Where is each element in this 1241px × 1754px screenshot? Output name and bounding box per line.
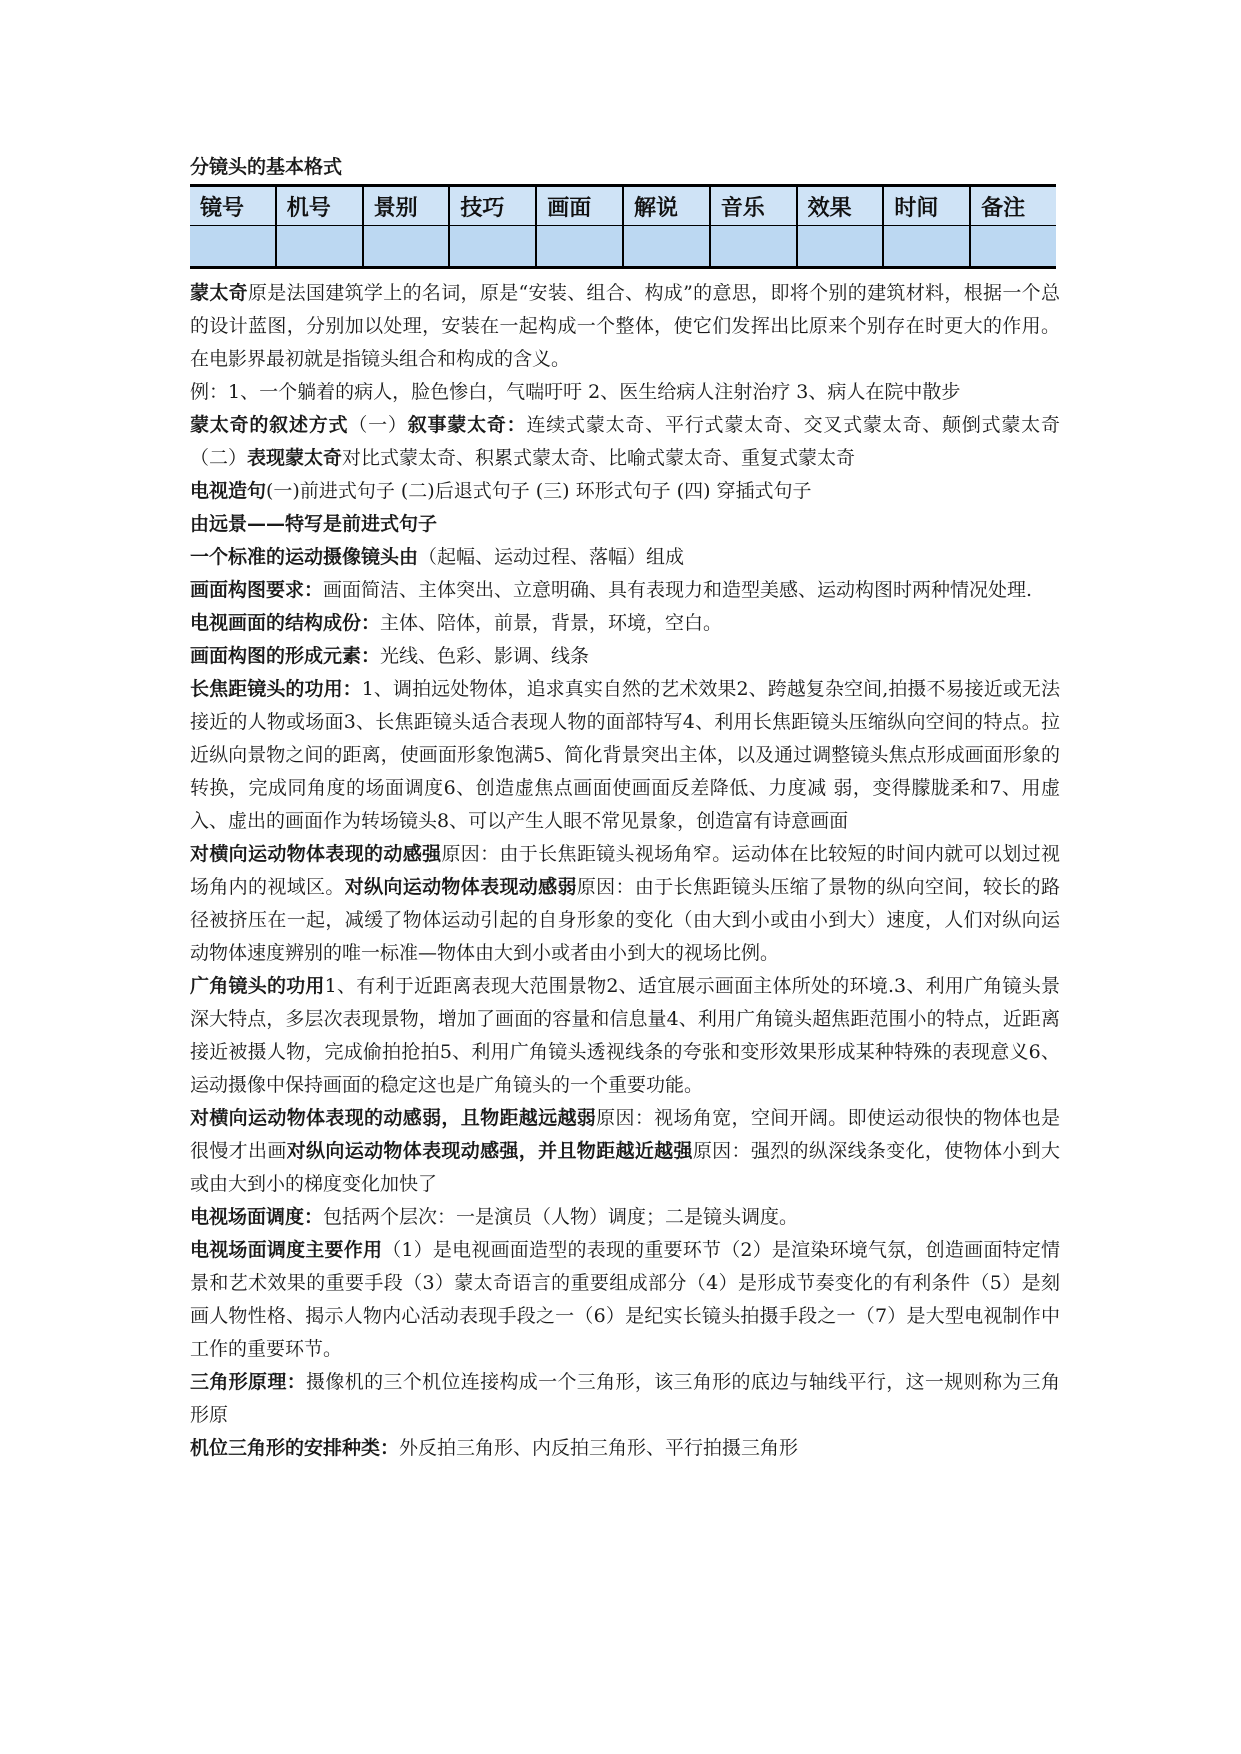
empty-cell xyxy=(970,226,1056,268)
header-cell: 画面 xyxy=(536,186,623,226)
empty-cell xyxy=(883,226,970,268)
bold-term: 一个标准的运动摄像镜头由 xyxy=(190,546,419,568)
body-text: 画面简洁、主体突出、立意明确、具有表现力和造型美感、运动构图时两种情况处理. xyxy=(323,579,1033,601)
header-cell: 镜号 xyxy=(190,186,276,226)
body-text: 原因：强烈的纵深线条变化，使物体小到大或由大到小的梯度变化加快了 xyxy=(190,1140,1060,1195)
paragraph xyxy=(190,376,1060,409)
paragraph xyxy=(190,277,1060,376)
empty-cell xyxy=(449,226,536,268)
bold-term: 电视场面调度主要作用 xyxy=(190,1239,383,1261)
header-cell: 音乐 xyxy=(710,186,797,226)
paragraph xyxy=(190,508,1060,541)
body-text: 主体、陪体，前景，背景，环境，空白。 xyxy=(380,612,723,634)
paragraph xyxy=(190,1234,1060,1366)
paragraph xyxy=(190,541,1060,574)
header-cell: 景别 xyxy=(363,186,450,226)
paragraph xyxy=(190,1201,1060,1234)
document-page xyxy=(190,150,1060,1465)
paragraph xyxy=(190,838,1060,970)
bold-term: 三角形原理： xyxy=(190,1371,307,1393)
body-text: 对比式蒙太奇、积累式蒙太奇、比喻式蒙太奇、重复式蒙太奇 xyxy=(342,447,856,469)
document-title: 分镜头的基本格式 xyxy=(190,156,343,178)
bold-term: 对纵向运动物体表现动感强，并且物距越近越强 xyxy=(286,1140,693,1162)
empty-cell xyxy=(276,226,363,268)
body-text: （1）是电视画面造型的表现的重要环节（2）是渲染环境气氛，创造画面特定情景和艺术效果的重要手段（3）蒙太奇语言的重要组成部分（4）是形成节奏变化的有利条件（5）是刻画人物性格、揭示人物内心活动表现手段之一（6）是纪实长镜头拍摄手段之一（7）是大型电视制作中工作的重要环节。 xyxy=(190,1239,1060,1360)
paragraph xyxy=(190,409,1060,475)
body-text: 1、有利于近距离表现大范围景物2、适宜展示画面主体所处的环境.3、利用广角镜头景深大特点，多层次表现景物，增加了画面的容量和信息量4、利用广角镜头超焦距范围小的特点，近距离接近被摄人物，完成偷拍抢拍5、利用广角镜头透视线条的夸张和变形效果形成某种特殊的表现意义6、运动摄像中保持画面的稳定这也是广角镜头的一个重要功能。 xyxy=(190,975,1060,1096)
paragraph xyxy=(190,1366,1060,1432)
bold-term: 对纵向运动物体表现动感弱 xyxy=(344,876,577,898)
body-text: 光线、色彩、影调、线条 xyxy=(380,645,590,667)
paragraph xyxy=(190,475,1060,508)
body-text: （一） xyxy=(348,414,408,436)
body-text: 摄像机的三个机位连接构成一个三角形，该三角形的底边与轴线平行，这一规则称为三角形原 xyxy=(190,1371,1060,1426)
table-empty-row xyxy=(190,226,1056,268)
empty-cell xyxy=(710,226,797,268)
bold-term: 蒙太奇的叙述方式 xyxy=(190,414,349,436)
paragraph xyxy=(190,673,1060,838)
header-cell: 效果 xyxy=(797,186,884,226)
empty-cell xyxy=(363,226,450,268)
paragraph xyxy=(190,1102,1060,1201)
bold-term: 长焦距镜头的功用： xyxy=(190,678,362,700)
paragraph xyxy=(190,970,1060,1102)
paragraph xyxy=(190,607,1060,640)
bold-term: 对横向运动物体表现的动感弱，且物距越远越弱 xyxy=(190,1107,597,1129)
header-cell: 备注 xyxy=(970,186,1056,226)
bold-term: 蒙太奇 xyxy=(190,282,248,304)
empty-cell xyxy=(797,226,884,268)
body-text: 原因：由于长焦距镜头视场角窄。运动体在比较短的时间内就可以划过视场角内的视域区。 xyxy=(190,843,1060,898)
empty-cell xyxy=(623,226,710,268)
body-text: 原是法国建筑学上的名词，原是“安装、组合、构成”的意思，即将个别的建筑材料，根据一个总的设计蓝图，分别加以处理，安装在一起构成一个整体，使它们发挥出比原来个别存在时更大的作用。在电影界最初就是指镜头组合和构成的含义。 xyxy=(190,282,1060,370)
bold-term: 电视场面调度： xyxy=(190,1206,324,1228)
bold-term: 对横向运动物体表现的动感强 xyxy=(190,843,442,865)
bold-term: 画面构图的形成元素： xyxy=(190,645,381,667)
body-text: (一)前进式句子 (二)后退式句子 (三) 环形式句子 (四) 穿插式句子 xyxy=(266,480,812,502)
bold-term: 叙事蒙太奇： xyxy=(407,414,527,436)
body-text: 原因：由于长焦距镜头压缩了景物的纵向空间，较长的路径被挤压在一起，减缓了物体运动引起的自身形象的变化（由大到小或由小到大）速度，人们对纵向运动物体速度辨别的唯一标准—物体由大到小或者由小到大的视场比例。 xyxy=(190,876,1060,964)
body-text: （起幅、运动过程、落幅）组成 xyxy=(418,546,685,568)
bold-term: 画面构图要求： xyxy=(190,579,324,601)
storyboard-format-table xyxy=(190,184,1056,269)
header-cell: 解说 xyxy=(623,186,710,226)
body-text: 连续式蒙太奇、平行式蒙太奇、交叉式蒙太奇、颠倒式蒙太奇（二） xyxy=(190,414,1060,469)
bold-term: 表现蒙太奇 xyxy=(247,447,343,469)
paragraph xyxy=(190,1432,1060,1465)
paragraph xyxy=(190,640,1060,673)
bold-term: 广角镜头的功用 xyxy=(190,975,325,997)
empty-cell xyxy=(536,226,623,268)
document-body xyxy=(190,277,1060,1465)
empty-cell xyxy=(190,226,276,268)
header-cell: 技巧 xyxy=(449,186,536,226)
bold-term: 机位三角形的安排种类： xyxy=(190,1437,400,1459)
table-header-row xyxy=(190,186,1056,226)
bold-term: 电视造句 xyxy=(190,480,267,502)
body-text: 例：1、一个躺着的病人，脸色惨白，气喘吁吁 2、医生给病人注射治疗 3、病人在院中散步 xyxy=(190,381,961,403)
bold-term: 电视画面的结构成份： xyxy=(190,612,381,634)
body-text: 包括两个层次：一是演员（人物）调度；二是镜头调度。 xyxy=(323,1206,799,1228)
header-cell: 机号 xyxy=(276,186,363,226)
body-text: 1、调拍远处物体，追求真实自然的艺术效果2、跨越复杂空间,拍摄不易接近或无法接近的人物或场面3、长焦距镜头适合表现人物的面部特写4、利用长焦距镜头压缩纵向空间的特点。拉近纵向景物之间的距离，使画面形象饱满5、简化背景突出主体，以及通过调整镜头焦点形成画面形象的转换，完成同角度的场面调度6、创造虚焦点画面使画面反差降低、力度减 弱，变得朦胧柔和7、用虚入、虚出的画面作为转场镜头8、可以产生人眼不常见景象，创造富有诗意画面 xyxy=(190,678,1060,832)
header-cell: 时间 xyxy=(883,186,970,226)
bold-term: 由远景——特写是前进式句子 xyxy=(190,513,438,535)
body-text: 原因：视场角宽，空间开阔。即使运动很快的物体也是很慢才出画 xyxy=(190,1107,1060,1162)
body-text: 外反拍三角形、内反拍三角形、平行拍摄三角形 xyxy=(399,1437,799,1459)
paragraph xyxy=(190,574,1060,607)
